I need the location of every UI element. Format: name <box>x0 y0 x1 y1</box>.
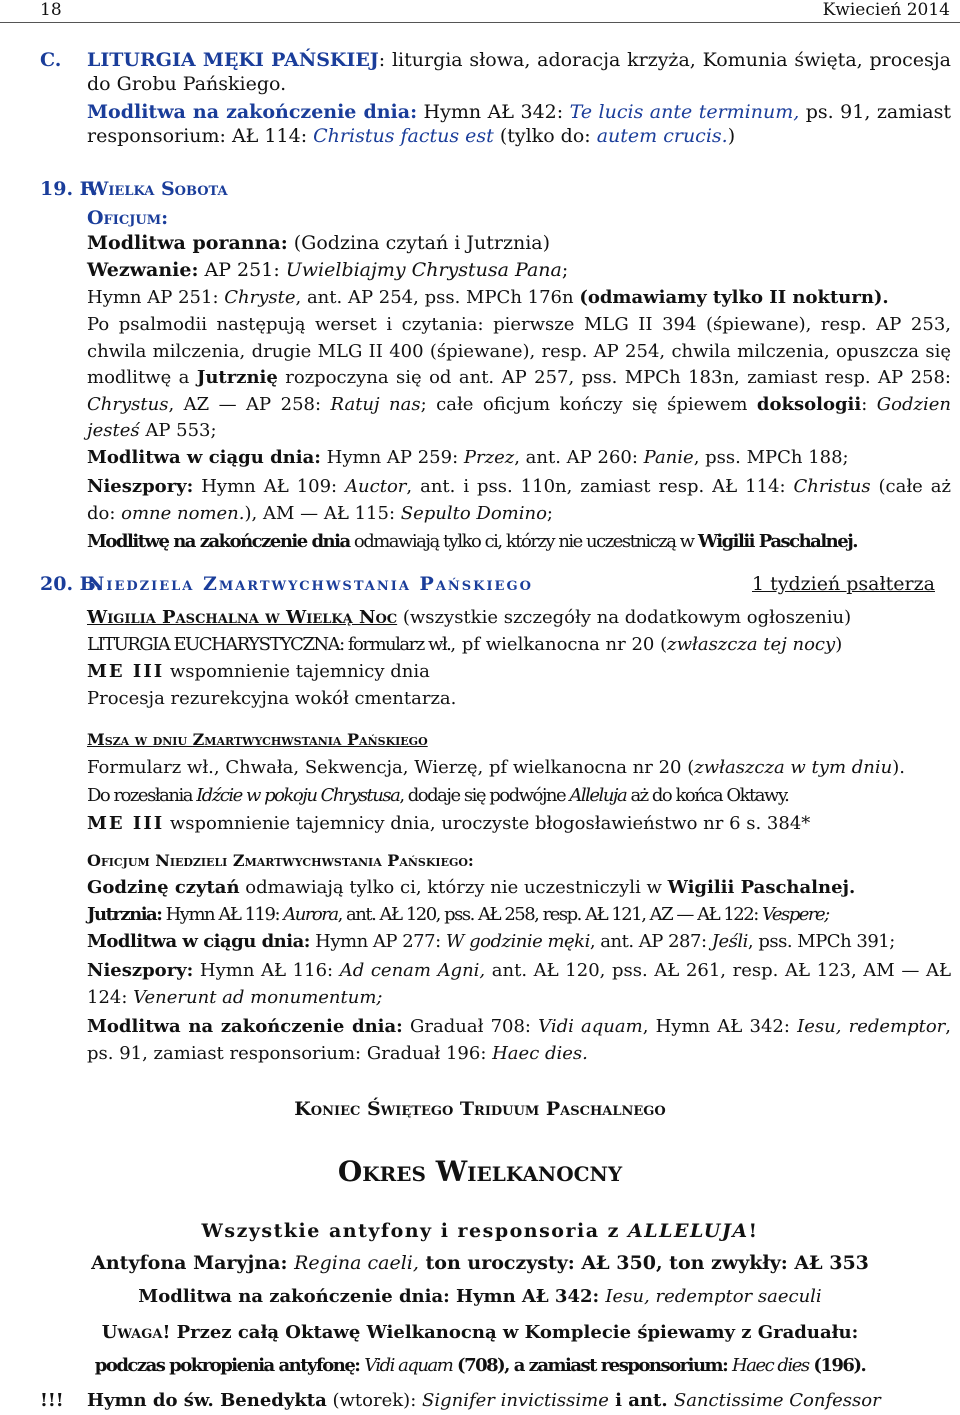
day-20-title: Niedziela Zmartwychwstania Pańskiego <box>87 573 533 595</box>
wszystkie-antyfony: Wszystkie antyfony i responsoria z ALLELUJA! <box>201 1220 759 1242</box>
day-19-marker: 19. F. <box>40 178 98 200</box>
day-19-title: Wielka Sobota <box>87 178 228 200</box>
modlitwe-na-zakonczenie: Modlitwę na zakończenie dnia odmawiają tylko ci, którzy nie uczestniczą w Wigilii Paschalnej. <box>87 531 857 552</box>
koniec-triduum: Koniec Świętego Triduum Paschalnego <box>294 1098 666 1120</box>
wigilia-paschalna: Wigilia Paschalna w Wielką Noc (wszystkie szczegóły na dodatkowym ogłoszeniu) <box>87 607 852 628</box>
modlitwa-poranna: Modlitwa poranna: (Godzina czytań i Jutrznia) <box>87 232 551 254</box>
week-label: 1 tydzień psałterza <box>752 573 935 595</box>
section-c-liturgia: LITURGIA MĘKI PAŃSKIEJ: liturgia słowa, adoracja krzyża, Komunia święta, procesja do Grobu Pańskiego. <box>87 49 951 95</box>
modlitwa-w-ciagu-dnia-2: Modlitwa w ciągu dnia: Hymn AP 277: W godzinie męki, ant. AP 287: Jeśli, pss. MPCh 391; <box>87 931 895 952</box>
modlitwa-zakonczenie-okres: Modlitwa na zakończenie dnia: Hymn AŁ 342: Iesu, redemptor saeculi <box>138 1286 822 1307</box>
wezwanie: Wezwanie: AP 251: Uwielbiajmy Chrystusa Pana; <box>87 259 569 281</box>
msza-title: Msza w dniu Zmartwychwstania Pańskiego <box>87 730 428 749</box>
nieszpory: Nieszpory: Hymn AŁ 109: Auctor, ant. i pss. 110n, zamiast resp. AŁ 114: Christus (całe aż do: omne nomen.), AM — AŁ 115: Sepulto Domino; <box>87 476 951 524</box>
day-20-marker: 20. B. <box>40 573 103 595</box>
liturgia-eucharystyczna: LITURGIA EUCHARYSTYCZNA: formularz wł., pf wielkanocna nr 20 (zwłaszcza tej nocy) <box>87 634 843 655</box>
me-line: ME III wspomnienie tajemnicy dnia <box>87 661 430 682</box>
page-number: 18 <box>40 0 62 20</box>
me-line-2: ME III wspomnienie tajemnicy dnia, uroczyste błogosławieństwo nr 6 s. 384* <box>87 813 811 834</box>
jutrznia-line: Jutrznia: Hymn AŁ 119: Aurora, ant. AŁ 120, pss. AŁ 258, resp. AŁ 121, AZ — AŁ 122: Vespere; <box>87 904 829 925</box>
oficjum-niedzieli: Oficjum Niedzieli Zmartwychwstania Pańskiego: <box>87 851 474 870</box>
hymn-line: Hymn AP 251: Chryste, ant. AP 254, pss. MPCh 176n (odmawiamy tylko II nokturn). <box>87 287 889 308</box>
oficjum-label: Oficjum: <box>87 207 169 229</box>
page-header <box>0 0 960 23</box>
formularz-line: Formularz wł., Chwała, Sekwencja, Wierzę, pf wielkanocna nr 20 (zwłaszcza w tym dniu). <box>87 757 905 778</box>
section-c-marker: C. <box>40 49 62 71</box>
procesja: Procesja rezurekcyjna wokół cmentarza. <box>87 688 457 709</box>
antyfona-maryjna: Antyfona Maryjna: Regina caeli, ton uroczysty: AŁ 350, ton zwykły: AŁ 353 <box>91 1252 869 1274</box>
okres-wielkanocny: Okres Wielkanocny <box>337 1155 623 1188</box>
section-c-modlitwa: Modlitwa na zakończenie dnia: Hymn AŁ 342: Te lucis ante terminum, ps. 91, zamiast responsorium: AŁ 114: Christus factus est (tylko do: autem crucis.) <box>87 101 951 147</box>
modlitwa-w-ciagu-dnia: Modlitwa w ciągu dnia: Hymn AP 259: Przez, ant. AP 260: Panie, pss. MPCh 188; <box>87 447 849 468</box>
exclamation-marker: !!! <box>40 1390 64 1411</box>
page-month: Kwiecień 2014 <box>822 0 950 20</box>
hymn-benedykt: Hymn do św. Benedykta (wtorek): Signifer invictissime i ant. Sanctissime Confessor <box>87 1390 881 1411</box>
nieszpory-2: Nieszpory: Hymn AŁ 116: Ad cenam Agni, ant. AŁ 120, pss. AŁ 261, resp. AŁ 123, AM — AŁ 124: Venerunt ad monumentum; <box>87 960 951 1008</box>
modlitwa-na-zakonczenie-2: Modlitwa na zakończenie dnia: Graduał 708: Vidi aquam, Hymn AŁ 342: Iesu, redemptor, ps. 91, zamiast responsorium: Graduał 196: Haec dies. <box>87 1016 952 1064</box>
pokropienie-line: podczas pokropienia antyfonę: Vidi aquam (708), a zamiast responsorium: Haec dies (196). <box>94 1355 866 1376</box>
psalmodia-paragraph: Po psalmodii następują werset i czytania: pierwsze MLG II 394 (śpiewane), resp. AP 253, chwila milczenia, drugie MLG II 400 (śpiewane), resp. AP 254, chwila milczenia, opuszcza się modlitwę a Jutrznię rozpoczyna się od ant. AP 257, pss. MPCh 183n, zamiast resp. AP 258: Chrystus, AZ — AP 258: Ratuj nas; całe oficjum kończy się śpiewem doksologii: Godzien jesteś AP 553; <box>87 314 951 441</box>
rozeslanie-line: Do rozesłania Idźcie w pokoju Chrystusa, dodaje się podwójne Alleluja aż do końca Oktawy. <box>87 785 789 806</box>
godzina-czytan: Godzinę czytań odmawiają tylko ci, którzy nie uczestniczyli w Wigilii Paschalnej. <box>87 877 856 898</box>
uwaga-line: Uwaga! Przez całą Oktawę Wielkanocną w Komplecie śpiewamy z Graduału: <box>101 1322 859 1343</box>
liturgia-title: LITURGIA MĘKI PAŃSKIEJ <box>87 49 379 71</box>
